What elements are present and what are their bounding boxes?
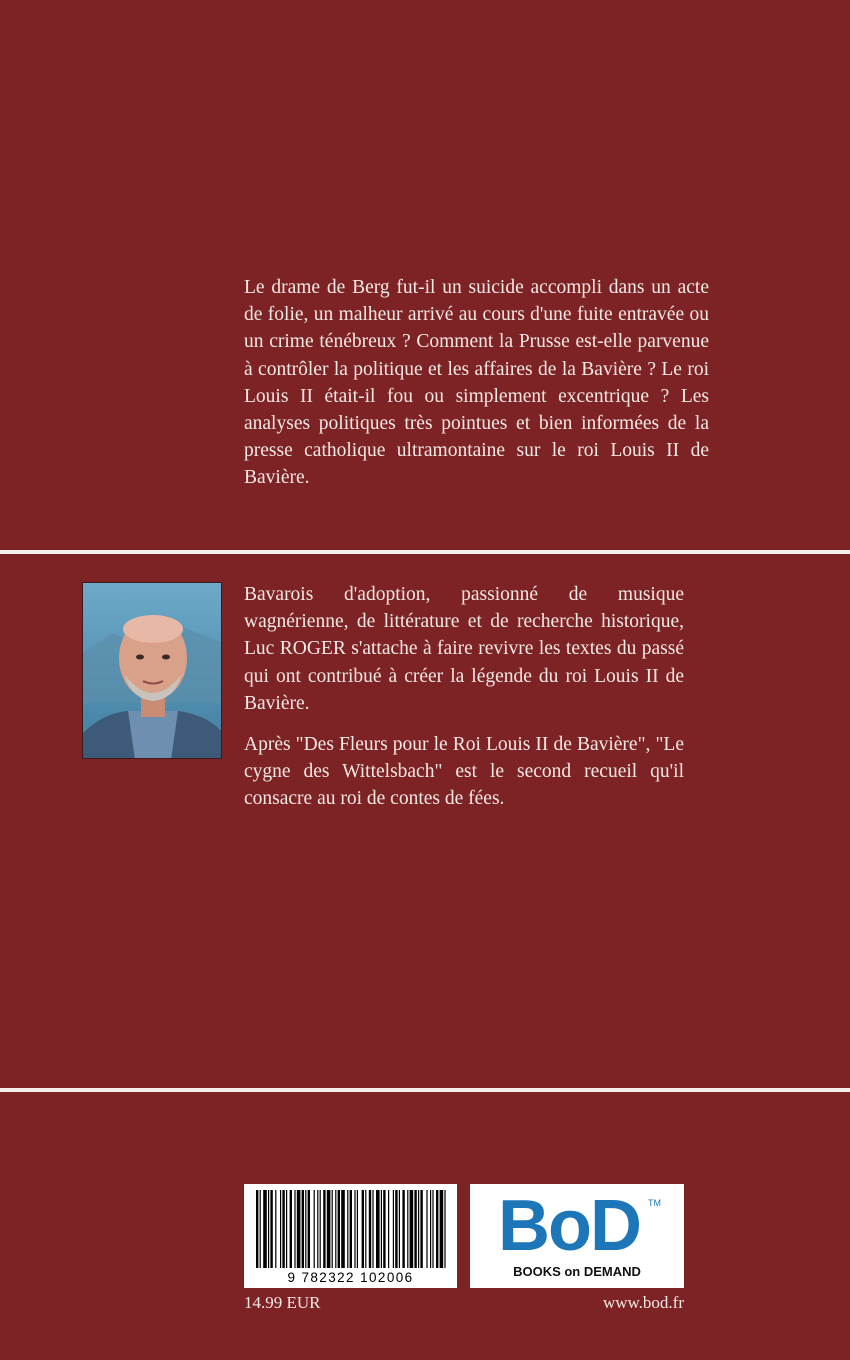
publisher-url: www.bod.fr bbox=[602, 1293, 684, 1312]
author-bio bbox=[244, 581, 684, 827]
price-label: 14.99 EUR bbox=[244, 1293, 321, 1312]
author-photo bbox=[82, 582, 222, 759]
publisher-logo bbox=[470, 1184, 684, 1288]
divider-top bbox=[0, 550, 850, 554]
author-bio-paragraph-1: Bavarois d'adoption, passionné de musique wagnérienne, de littérature et de recherche historique, Luc ROGER s'attache à faire revivre les textes du passé qui ont contribué à créer la légende du roi Louis II de Bavière. bbox=[244, 584, 684, 714]
divider-bottom bbox=[0, 1088, 850, 1092]
trademark-symbol: TM bbox=[648, 1198, 661, 1208]
author-bio-paragraph-2: Après "Des Fleurs pour le Roi Louis II de Bavière", "Le cygne des Wittelsbach" est le second recueil qu'il consacre au roi de contes de fées. bbox=[244, 734, 684, 810]
isbn-number: 9 782322 102006 bbox=[287, 1270, 414, 1285]
isbn-barcode bbox=[244, 1184, 457, 1288]
book-blurb: Le drame de Berg fut-il un suicide accompli dans un acte de folie, un malheur arrivé au cours d'une fuite entravée ou un crime ténébreux ? Comment la Prusse est-elle parvenue à contrôler la politique et les affaires de la Bavière ? Le roi Louis II était-il fou ou simplement excentrique ? Les analyses politiques très pointues et bien informées de la presse catholique ultramontaine sur le roi Louis II de Bavière. bbox=[244, 277, 709, 489]
bod-tagline: BOOKS on DEMAND bbox=[513, 1264, 641, 1279]
bod-wordmark: BoD bbox=[498, 1186, 640, 1266]
